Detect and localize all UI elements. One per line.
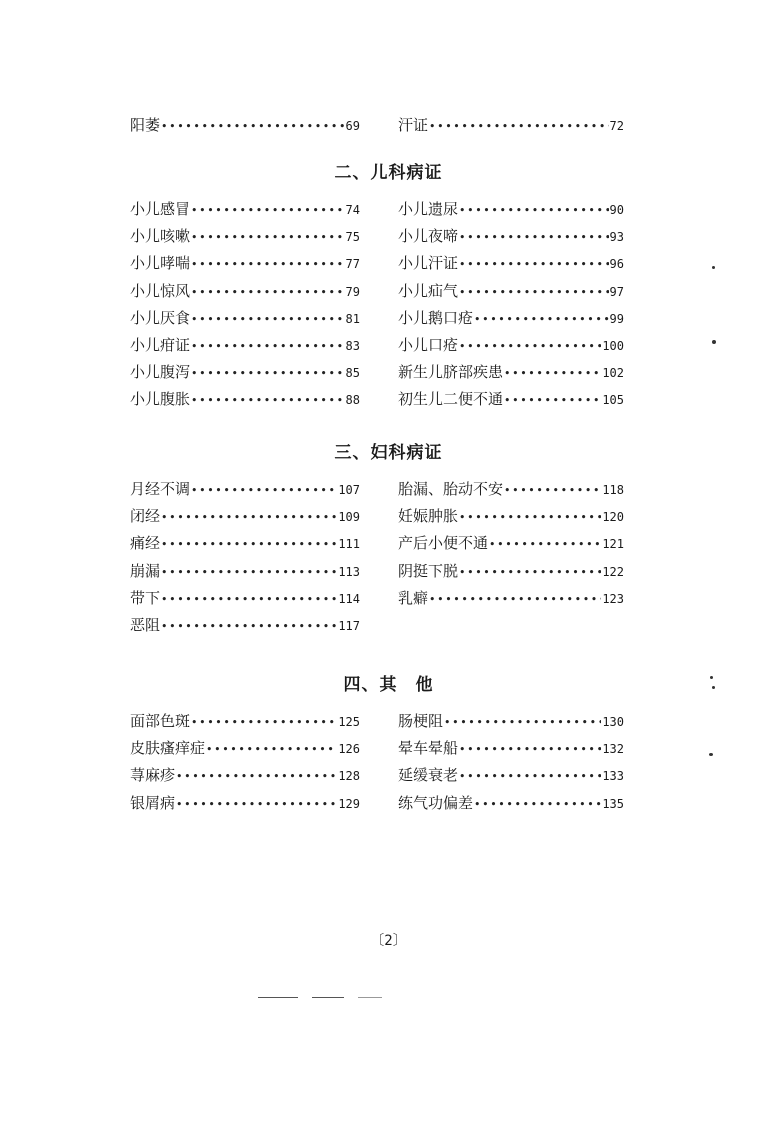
- toc-entry: [130, 708, 360, 735]
- leader-dots: [191, 279, 345, 306]
- toc-entry: [130, 278, 360, 305]
- toc-column-left: [130, 476, 360, 639]
- entry-title: 小儿咳嗽: [130, 227, 191, 246]
- leader-dots: [504, 477, 601, 504]
- toc-entry: [398, 359, 624, 386]
- leader-dots: [191, 360, 345, 387]
- leader-dots: [176, 763, 337, 790]
- toc-entry: [398, 558, 624, 585]
- toc-entry: [398, 305, 624, 332]
- entry-title: 延缓衰老: [398, 766, 459, 785]
- toc-entry: [398, 196, 624, 223]
- entry-page: 130: [602, 715, 624, 729]
- toc-entry: [130, 558, 360, 585]
- toc-entry: [398, 585, 624, 612]
- entry-title: 小儿惊风: [130, 281, 191, 300]
- entry-title: 晕车晕船: [398, 739, 459, 758]
- entry-page: 69: [345, 119, 360, 133]
- toc-section-pediatrics: [0, 158, 777, 418]
- entry-page: 129: [338, 796, 360, 811]
- entry-page: 81: [345, 311, 360, 326]
- toc-entry: [130, 386, 360, 413]
- toc-entry: [398, 503, 624, 530]
- entry-page: 75: [345, 230, 360, 245]
- toc-entry: [398, 476, 624, 503]
- entry-title: 产后小便不通: [398, 534, 489, 553]
- leader-dots: [459, 224, 609, 251]
- leader-dots: [504, 387, 601, 414]
- leader-dots: [459, 559, 601, 586]
- toc-column-left: [130, 708, 360, 817]
- entry-page: 126: [338, 742, 360, 757]
- scan-line: [358, 997, 382, 998]
- entry-page: 100: [602, 338, 624, 353]
- toc-column-left: [130, 196, 360, 414]
- entry-title: 汗证: [398, 116, 429, 134]
- scan-speck: [712, 266, 715, 269]
- entry-title: 月经不调: [130, 480, 191, 498]
- entry-page: 83: [345, 338, 360, 353]
- entry-title: 带下: [130, 588, 161, 607]
- leader-dots: [459, 763, 601, 790]
- entry-title: 初生儿二便不通: [398, 390, 504, 409]
- entry-title: 新生儿脐部疾患: [398, 363, 504, 382]
- leader-dots: [504, 360, 601, 387]
- entry-page: 133: [602, 769, 624, 784]
- entry-page: 77: [345, 257, 360, 272]
- toc-entry: [398, 223, 624, 250]
- entry-title: 小儿腹泻: [130, 363, 191, 382]
- entry-page: 74: [345, 203, 360, 217]
- entry-page: 105: [602, 393, 624, 408]
- toc-entry: [130, 585, 360, 612]
- leader-dots: [459, 504, 601, 531]
- entry-title: 小儿哮喘: [130, 254, 191, 273]
- entry-page: 90: [609, 203, 624, 217]
- entry-page: 99: [609, 311, 624, 326]
- scan-line: [258, 997, 298, 998]
- toc-entry: [130, 612, 360, 639]
- leader-dots: [444, 709, 601, 736]
- page-number: 〔2〕: [370, 933, 407, 949]
- leader-dots: [161, 504, 337, 531]
- toc-column-right: [398, 476, 624, 612]
- toc-entry: [398, 332, 624, 359]
- entry-title: 练气功偏差: [398, 793, 474, 812]
- leader-dots: [161, 559, 337, 586]
- entry-page: 96: [609, 257, 624, 272]
- entry-title: 恶阻: [130, 615, 161, 634]
- entry-page: 135: [602, 796, 624, 811]
- entry-page: 125: [338, 715, 360, 729]
- entry-title: 痛经: [130, 534, 161, 553]
- entry-page: 113: [338, 564, 360, 579]
- entry-title: 面部色斑: [130, 712, 191, 730]
- toc-entry: [130, 503, 360, 530]
- entry-page: 102: [602, 366, 624, 381]
- toc-entry: [130, 223, 360, 250]
- leader-dots: [161, 586, 337, 613]
- entry-title: 小儿遗尿: [398, 200, 459, 218]
- toc-continuation-row: [0, 112, 777, 136]
- toc-entry: [130, 735, 360, 762]
- scan-speck: [709, 753, 713, 756]
- toc-column-right: [398, 112, 624, 139]
- entry-title: 阳萎: [130, 116, 161, 134]
- leader-dots: [459, 197, 609, 224]
- entry-page: 132: [602, 742, 624, 757]
- entry-title: 妊娠肿胀: [398, 507, 459, 526]
- toc-entry: [130, 332, 360, 359]
- toc-entry: [398, 250, 624, 277]
- entry-title: 小儿夜啼: [398, 227, 459, 246]
- entry-title: 小儿疳证: [130, 335, 191, 354]
- entry-page: 79: [345, 284, 360, 299]
- entry-title: 小儿口疮: [398, 335, 459, 354]
- leader-dots: [459, 251, 609, 278]
- entry-page: 97: [609, 284, 624, 299]
- leader-dots: [206, 736, 337, 763]
- toc-entry: [130, 530, 360, 557]
- leader-dots: [191, 306, 345, 333]
- leader-dots: [459, 333, 601, 360]
- entry-title: 银屑病: [130, 793, 176, 812]
- leader-dots: [459, 279, 609, 306]
- toc-entry: [398, 278, 624, 305]
- leader-dots: [161, 613, 337, 640]
- entry-title: 闭经: [130, 507, 161, 526]
- toc-entry: [398, 708, 624, 735]
- entry-title: 小儿鹅口疮: [398, 308, 474, 327]
- entry-page: 117: [338, 618, 360, 633]
- entry-title: 小儿疝气: [398, 281, 459, 300]
- leader-dots: [429, 113, 609, 140]
- section-heading: 二、儿科病证: [334, 163, 443, 183]
- entry-title: 荨麻疹: [130, 766, 176, 785]
- entry-page: 122: [602, 564, 624, 579]
- leader-dots: [191, 709, 337, 736]
- section-heading: 四、其 他: [343, 675, 434, 695]
- toc-entry: [398, 735, 624, 762]
- leader-dots: [489, 531, 601, 558]
- entry-title: 崩漏: [130, 561, 161, 580]
- leader-dots: [191, 387, 345, 414]
- leader-dots: [474, 306, 609, 333]
- leader-dots: [191, 333, 345, 360]
- scan-line: [312, 997, 344, 998]
- entry-page: 109: [338, 510, 360, 525]
- entry-page: 111: [338, 537, 360, 552]
- entry-page: 128: [338, 769, 360, 784]
- toc-column-right: [398, 708, 624, 817]
- leader-dots: [191, 224, 345, 251]
- scan-speck: [710, 676, 713, 679]
- leader-dots: [191, 477, 337, 504]
- entry-title: 肠梗阻: [398, 712, 444, 730]
- leader-dots: [191, 197, 345, 224]
- entry-page: 93: [609, 230, 624, 245]
- toc-entry: [130, 196, 360, 223]
- toc-entry: [398, 386, 624, 413]
- leader-dots: [459, 736, 601, 763]
- leader-dots: [429, 586, 601, 613]
- toc-entry: [398, 112, 624, 139]
- toc-entry: [398, 790, 624, 817]
- entry-title: 小儿汗证: [398, 254, 459, 273]
- leader-dots: [176, 791, 337, 818]
- toc-entry: [130, 305, 360, 332]
- entry-page: 118: [602, 483, 624, 497]
- toc-entry: [130, 250, 360, 277]
- entry-page: 72: [609, 119, 624, 133]
- toc-entry: [130, 762, 360, 789]
- entry-title: 乳癖: [398, 588, 429, 607]
- leader-dots: [474, 791, 601, 818]
- toc-entry: [398, 530, 624, 557]
- scan-speck: [712, 340, 716, 344]
- entry-page: 88: [345, 393, 360, 408]
- entry-title: 阴挺下脱: [398, 561, 459, 580]
- toc-column-left: [130, 112, 360, 139]
- toc-column-right: [398, 196, 624, 414]
- entry-page: 121: [602, 537, 624, 552]
- entry-page: 85: [345, 366, 360, 381]
- entry-title: 皮肤瘙痒症: [130, 739, 206, 758]
- toc-entry: [130, 790, 360, 817]
- leader-dots: [161, 113, 345, 140]
- entry-title: 小儿厌食: [130, 308, 191, 327]
- entry-page: 107: [338, 483, 360, 497]
- leader-dots: [191, 251, 345, 278]
- toc-section-other: [0, 670, 777, 830]
- toc-section-gynecology: [0, 438, 777, 638]
- entry-title: 小儿腹胀: [130, 390, 191, 409]
- toc-entry: [398, 762, 624, 789]
- section-heading: 三、妇科病证: [334, 443, 443, 463]
- entry-title: 小儿感冒: [130, 200, 191, 218]
- toc-entry: [130, 112, 360, 139]
- toc-entry: [130, 476, 360, 503]
- entry-title: 胎漏、胎动不安: [398, 480, 504, 498]
- toc-entry: [130, 359, 360, 386]
- entry-page: 114: [338, 591, 360, 606]
- entry-page: 123: [602, 591, 624, 606]
- scan-speck: [712, 686, 715, 689]
- leader-dots: [161, 531, 337, 558]
- entry-page: 120: [602, 510, 624, 525]
